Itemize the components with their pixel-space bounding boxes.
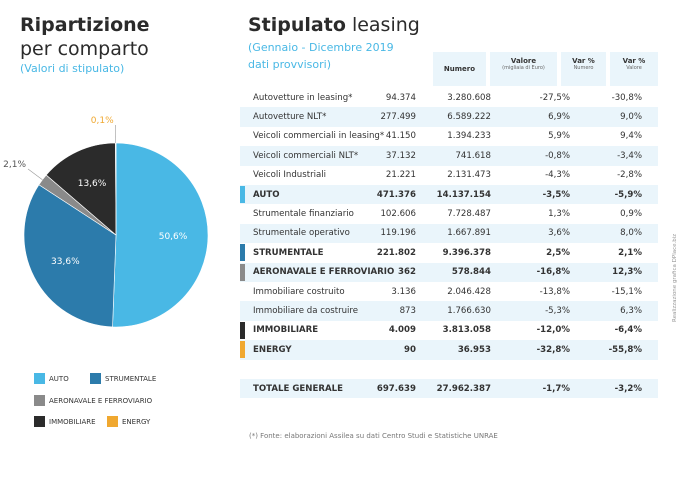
row-label: ENERGY bbox=[253, 344, 292, 355]
row-valore: 741.618 bbox=[455, 150, 491, 161]
legend-swatch bbox=[107, 416, 118, 427]
row-numero: 697.639 bbox=[376, 383, 416, 394]
legend-swatch bbox=[34, 395, 45, 406]
table-row bbox=[240, 107, 658, 126]
row-valore: 3.280.608 bbox=[447, 92, 491, 103]
table-row bbox=[240, 185, 658, 204]
row-numero: 221.802 bbox=[376, 247, 416, 258]
row-numero: 471.376 bbox=[376, 189, 416, 200]
row-var-numero: -16,8% bbox=[536, 267, 570, 278]
row-valore: 1.766.630 bbox=[447, 306, 491, 317]
pie-label: 2,1% bbox=[3, 159, 27, 170]
legend-label: AUTO bbox=[49, 374, 69, 383]
pie-label: 50,6% bbox=[158, 232, 188, 243]
row-var-valore: -5,9% bbox=[614, 189, 642, 200]
table-row bbox=[240, 301, 658, 320]
row-color-bar bbox=[240, 341, 245, 358]
row-label: Autovetture in leasing* bbox=[253, 92, 353, 103]
row-valore: 6.589.222 bbox=[447, 112, 491, 123]
row-var-valore: -30,8% bbox=[611, 92, 642, 103]
row-var-numero: -32,8% bbox=[536, 344, 570, 355]
header-var-numero-label: Var % bbox=[572, 57, 595, 65]
row-var-valore: 8,0% bbox=[620, 228, 642, 239]
pie-leader-line bbox=[28, 169, 42, 180]
legend-label: AERONAVALE E FERROVIARIO bbox=[49, 396, 153, 405]
row-label: AUTO bbox=[253, 189, 280, 200]
header-valore bbox=[490, 57, 557, 71]
row-numero: 90 bbox=[404, 344, 416, 355]
header-valore-sub: (migliaia di Euro) bbox=[502, 65, 545, 71]
row-label: Immobiliare costruito bbox=[253, 286, 345, 297]
row-valore: 1.667.891 bbox=[447, 228, 491, 239]
table-title-bold: Stipulato bbox=[248, 14, 346, 36]
row-var-valore: 9,0% bbox=[620, 112, 642, 123]
footnote: (*) Fonte: elaborazioni Assilea su dati Centro Studi e Statistiche UNRAE bbox=[249, 432, 498, 440]
row-var-valore: -15,1% bbox=[611, 286, 642, 297]
row-numero: 873 bbox=[399, 306, 416, 317]
row-var-valore: 6,3% bbox=[620, 306, 642, 317]
table-row bbox=[240, 340, 658, 359]
table-row bbox=[240, 166, 658, 185]
header-numero-label: Numero bbox=[443, 65, 476, 73]
row-label: Veicoli commerciali NLT* bbox=[253, 150, 359, 161]
row-var-valore: 12,3% bbox=[612, 267, 642, 278]
table-row bbox=[240, 379, 658, 398]
row-numero: 37.132 bbox=[385, 150, 416, 161]
row-var-numero: -4,3% bbox=[545, 170, 570, 181]
table-title-rest: leasing bbox=[351, 14, 420, 36]
row-label: AERONAVALE E FERROVIARIO bbox=[253, 267, 395, 278]
row-color-bar bbox=[240, 322, 245, 339]
row-var-valore: -2,8% bbox=[617, 170, 642, 181]
row-numero: 119.196 bbox=[380, 228, 416, 239]
row-var-numero: -0,8% bbox=[545, 150, 570, 161]
table-row bbox=[240, 282, 658, 301]
row-var-valore: 0,9% bbox=[620, 209, 642, 220]
pie-label: 33,6% bbox=[51, 257, 80, 268]
legend-label: ENERGY bbox=[122, 417, 151, 426]
row-numero: 41.150 bbox=[385, 131, 416, 142]
legend-label: STRUMENTALE bbox=[105, 374, 157, 383]
row-valore: 2.046.428 bbox=[447, 286, 491, 297]
row-var-numero: 5,9% bbox=[548, 131, 570, 142]
header-var-numero bbox=[561, 57, 606, 71]
row-var-valore: -3,2% bbox=[614, 383, 642, 394]
legend-swatch bbox=[34, 416, 45, 427]
row-label: IMMOBILIARE bbox=[253, 325, 319, 336]
row-var-numero: -1,7% bbox=[542, 383, 570, 394]
row-valore: 14.137.154 bbox=[436, 189, 491, 200]
row-label: Veicoli commerciali in leasing* bbox=[253, 131, 385, 142]
header-var-valore-label: Var % bbox=[622, 57, 646, 65]
legend-item bbox=[34, 416, 96, 427]
row-var-numero: -12,0% bbox=[536, 325, 570, 336]
table-row bbox=[240, 224, 658, 243]
row-var-valore: -6,4% bbox=[614, 325, 642, 336]
row-label: Strumentale operativo bbox=[253, 228, 350, 239]
row-var-numero: 2,5% bbox=[546, 247, 570, 258]
header-var-valore bbox=[610, 57, 658, 71]
row-valore: 9.396.378 bbox=[442, 247, 491, 258]
legend-item bbox=[34, 373, 69, 384]
legend-swatch bbox=[34, 373, 45, 384]
row-numero: 362 bbox=[398, 267, 416, 278]
row-var-valore: 9,4% bbox=[620, 131, 642, 142]
legend-item bbox=[34, 395, 152, 406]
row-label: TOTALE GENERALE bbox=[253, 383, 343, 394]
header-valore-label: Valore bbox=[510, 57, 537, 65]
row-label: Immobiliare da costruire bbox=[253, 306, 359, 317]
header-var-valore-sub: Valore bbox=[626, 65, 642, 71]
row-var-numero: 1,3% bbox=[548, 209, 570, 220]
row-numero: 21.221 bbox=[385, 170, 416, 181]
row-numero: 94.374 bbox=[385, 92, 416, 103]
row-valore: 36.953 bbox=[457, 344, 491, 355]
table-row bbox=[240, 146, 658, 165]
row-valore: 2.131.473 bbox=[447, 170, 491, 181]
table-row bbox=[240, 263, 658, 282]
row-valore: 3.813.058 bbox=[442, 325, 491, 336]
pie-label: 13,6% bbox=[77, 179, 107, 190]
row-color-bar bbox=[240, 244, 245, 261]
row-numero: 3.136 bbox=[391, 286, 416, 297]
row-color-bar bbox=[240, 186, 245, 203]
legend-item bbox=[107, 416, 150, 427]
row-numero: 277.499 bbox=[380, 112, 416, 123]
row-color-bar bbox=[240, 264, 245, 281]
legend-swatch bbox=[90, 373, 101, 384]
table-row bbox=[240, 204, 658, 223]
row-label: Strumentale finanziario bbox=[253, 209, 354, 220]
row-var-valore: -3,4% bbox=[617, 150, 642, 161]
legend-item bbox=[90, 373, 156, 384]
credit: Realizzazione grafica DPlace.biz bbox=[672, 233, 678, 322]
row-var-valore: -55,8% bbox=[608, 344, 642, 355]
row-numero: 4.009 bbox=[388, 325, 416, 336]
pie-chart bbox=[0, 100, 235, 350]
row-var-numero: 3,6% bbox=[548, 228, 570, 239]
row-var-valore: 2,1% bbox=[618, 247, 642, 258]
table-row bbox=[240, 243, 658, 262]
table-row bbox=[240, 127, 658, 146]
row-valore: 1.394.233 bbox=[447, 131, 491, 142]
table-subtitle: (Gennaio - Dicembre 2019 dati provvisori) bbox=[248, 41, 394, 71]
row-label: STRUMENTALE bbox=[253, 247, 324, 258]
table-row bbox=[240, 88, 658, 107]
row-label: Autovetture NLT* bbox=[253, 112, 327, 123]
table-row bbox=[240, 321, 658, 340]
row-valore: 7.728.487 bbox=[447, 209, 491, 220]
row-valore: 27.962.387 bbox=[436, 383, 491, 394]
table-title bbox=[248, 14, 420, 36]
row-var-numero: -13,8% bbox=[539, 286, 570, 297]
row-var-numero: 6,9% bbox=[548, 112, 570, 123]
pie-title-line2: per comparto bbox=[20, 38, 149, 60]
row-numero: 102.606 bbox=[380, 209, 416, 220]
row-var-numero: -27,5% bbox=[539, 92, 570, 103]
row-valore: 578.844 bbox=[451, 267, 491, 278]
pie-title-line1: Ripartizione bbox=[20, 14, 150, 36]
header-var-numero-sub: Numero bbox=[573, 65, 594, 71]
header-numero bbox=[433, 65, 486, 73]
row-var-numero: -5,3% bbox=[545, 306, 570, 317]
pie-subtitle: (Valori di stipulato) bbox=[20, 62, 125, 75]
row-label: Veicoli Industriali bbox=[253, 170, 327, 181]
legend-label: IMMOBILIARE bbox=[49, 417, 96, 426]
row-var-numero: -3,5% bbox=[542, 189, 570, 200]
pie-label: 0,1% bbox=[90, 116, 114, 127]
